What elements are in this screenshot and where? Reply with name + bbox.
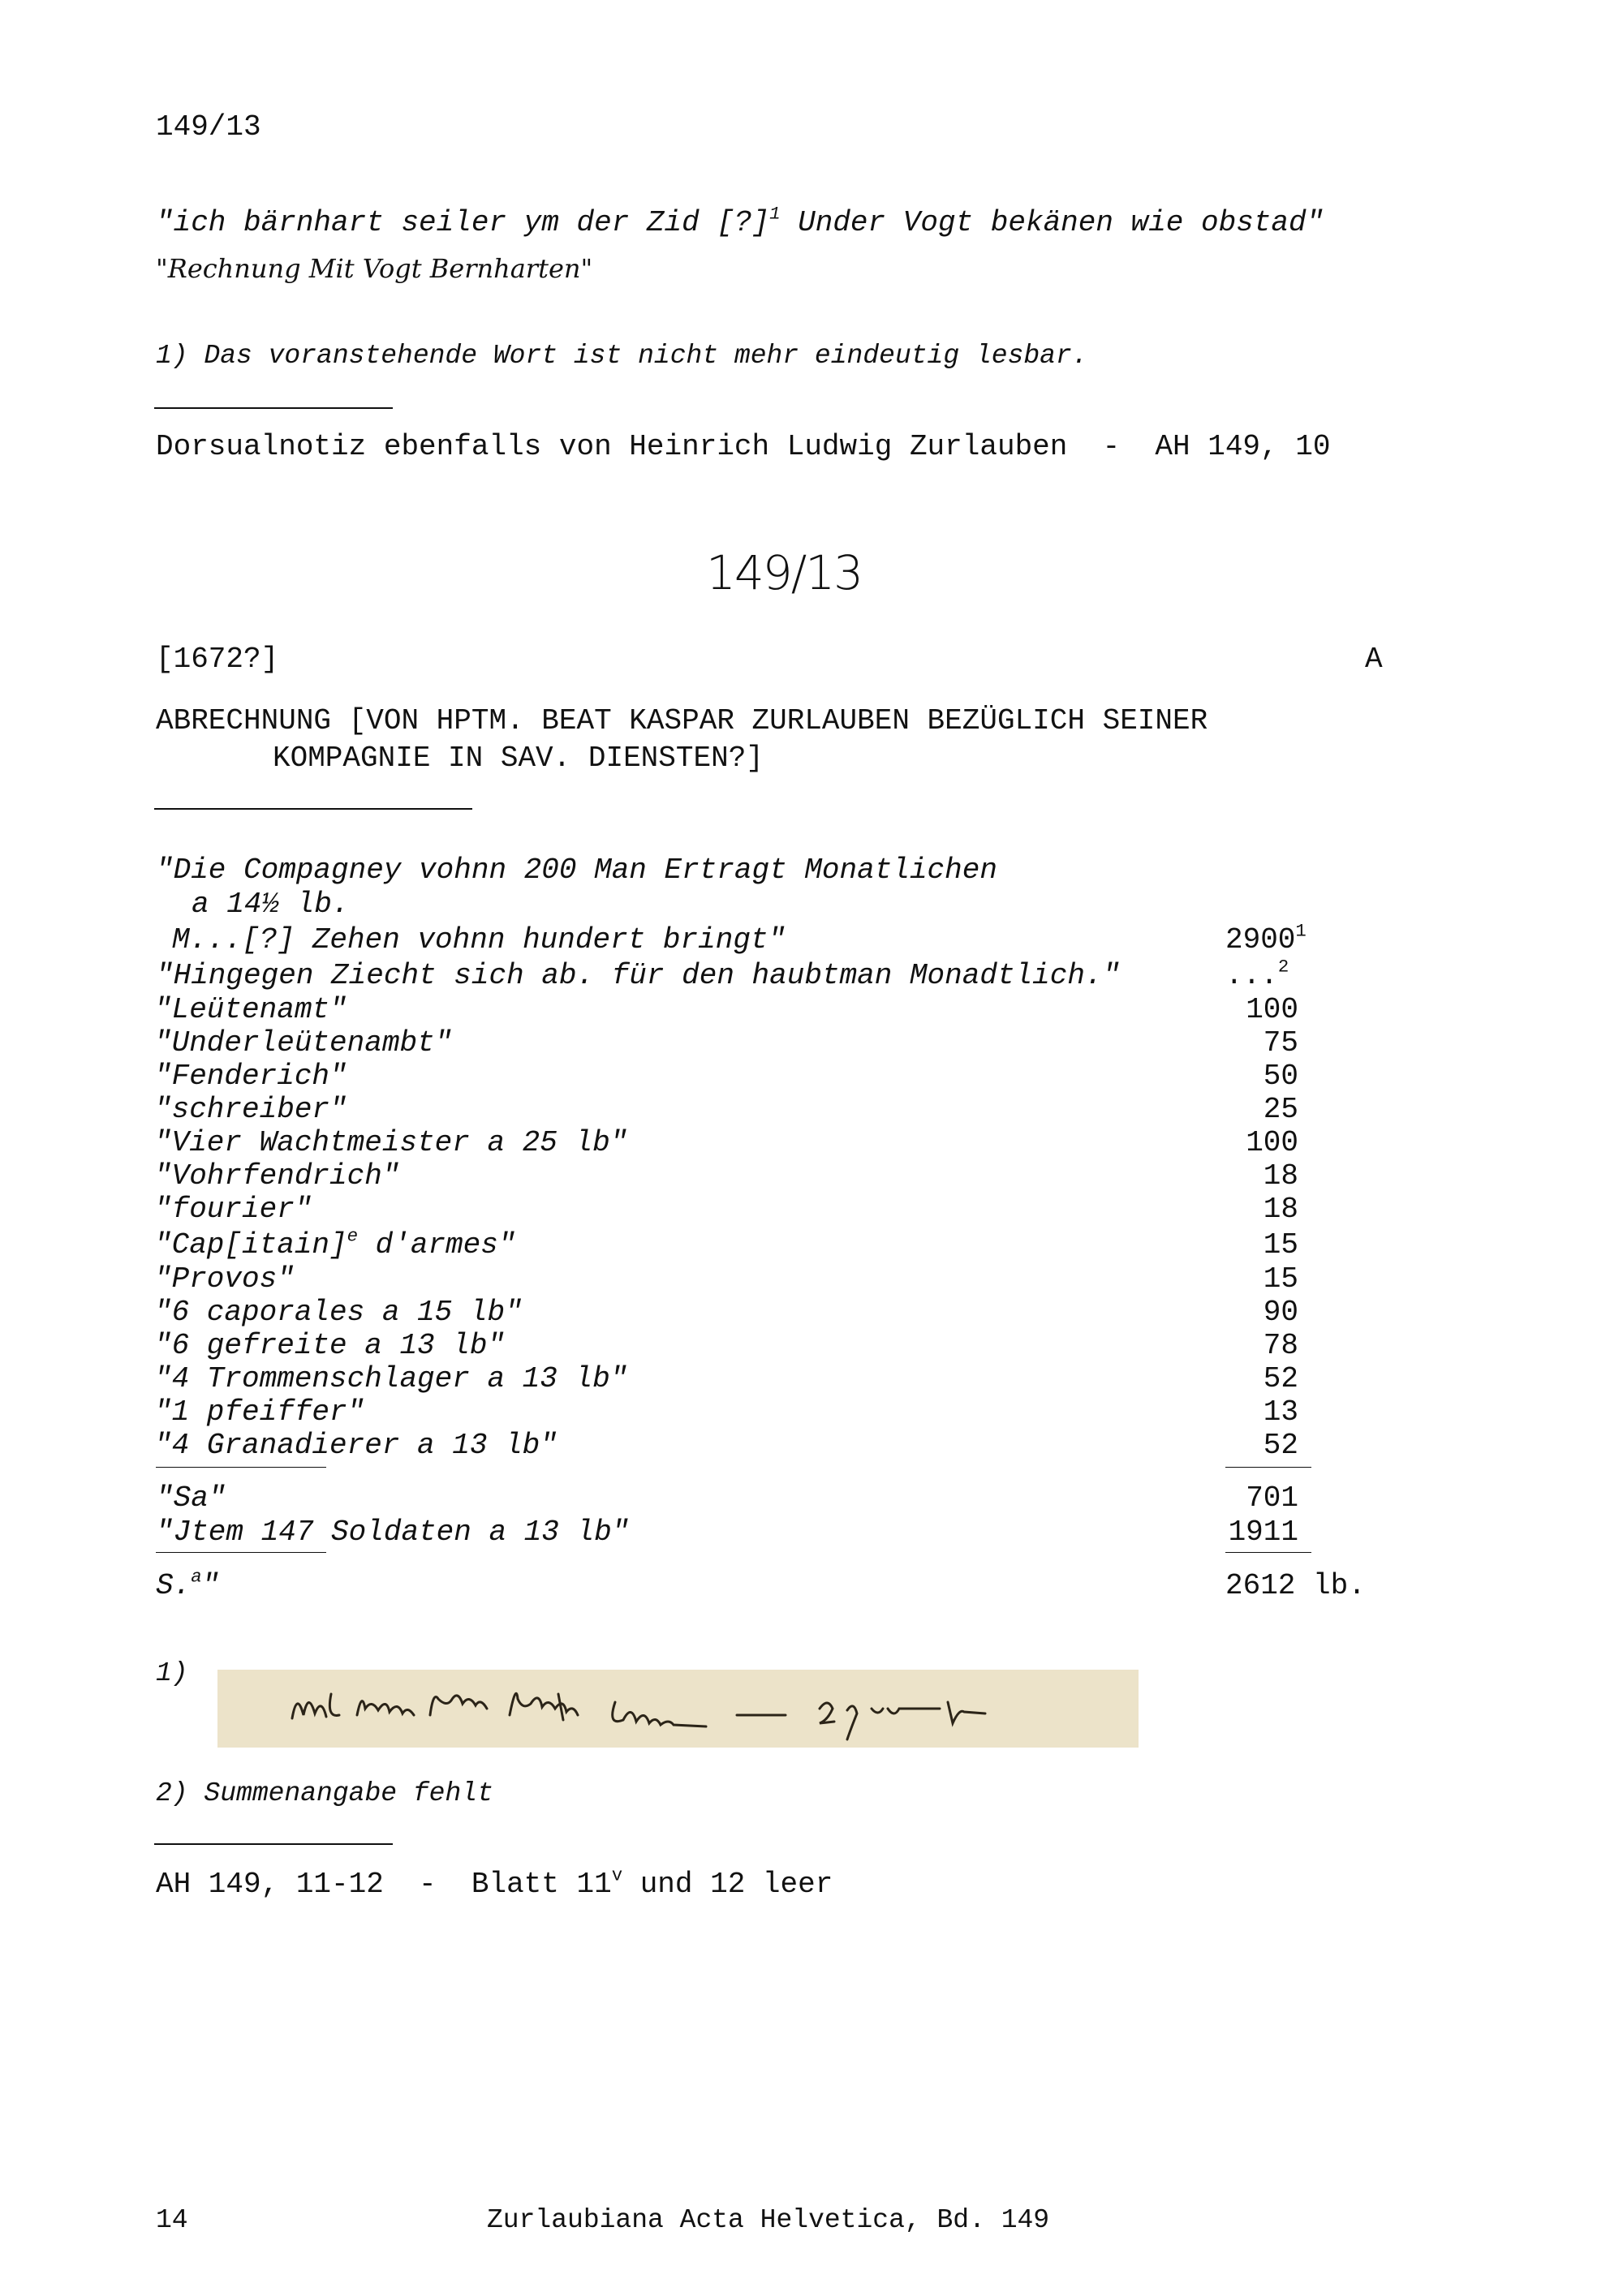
archive-reference-rest: und 12 leer: [622, 1868, 833, 1901]
account-row-label: "6 caporales a 15 lb": [154, 1296, 523, 1329]
intro-value-number: 2900: [1225, 923, 1296, 957]
account-row-label: "Leütenamt": [154, 993, 347, 1026]
intro-line-3: M...[?] Zehen vohnn hundert bringt": [172, 923, 786, 957]
account-row-label: "Fenderich": [154, 1060, 347, 1093]
dorsal-footnote: 1) Das voranstehende Wort ist nicht mehr eindeutig lesbar.: [156, 341, 1088, 371]
document-date: [1672?]: [156, 643, 279, 676]
account-row-value: 50: [1263, 1060, 1298, 1093]
total-label-rest: ": [201, 1569, 220, 1602]
dorsal-quote-1-rest: Under Vogt bekänen wie obstad": [780, 206, 1324, 239]
footnote-ref-2: 2: [1277, 956, 1289, 978]
account-row-label-rest: d'armes": [358, 1228, 516, 1262]
account-row-label: "4 Trommenschlager a 13 lb": [154, 1362, 628, 1395]
intro-line-1: "Die Compagney vohnn 200 Man Ertragt Monatlichen: [156, 853, 997, 887]
soldiers-value: 1911: [1228, 1516, 1298, 1549]
superscript: e: [347, 1225, 359, 1247]
archive-reference-text: AH 149, 11-12 - Blatt 11: [156, 1868, 612, 1901]
header-doc-number: 149/13: [156, 110, 261, 144]
document-title-line-1: ABRECHNUNG [VON HPTM. BEAT KASPAR ZURLAUBEN BEZÜGLICH SEINER: [156, 704, 1208, 737]
document-title-line-2: KOMPAGNIE IN SAV. DIENSTEN?]: [273, 742, 764, 775]
account-row-value: 100: [1246, 993, 1298, 1026]
account-row-label-text: "Cap[itain]: [154, 1228, 347, 1262]
footnote-ref-1: 1: [769, 203, 781, 225]
deduction-label: "Hingegen Ziecht sich ab. für den haubtman Monadtlich.": [156, 959, 1121, 992]
subtotal-label: "Sa": [156, 1481, 226, 1515]
intro-value: [1225, 920, 1307, 957]
account-row-label: "Vohrfendrich": [154, 1159, 400, 1193]
footer-page-number: 14: [156, 2205, 188, 2235]
total-value: 2612 lb.: [1225, 1569, 1366, 1602]
account-row-label: "fourier": [154, 1193, 312, 1226]
footnote-ref-1: 1: [1295, 920, 1307, 942]
account-row-label: "schreiber": [154, 1093, 347, 1126]
account-row-label: "Underleütenambt": [154, 1026, 453, 1060]
superscript: a: [191, 1566, 202, 1588]
divider: [154, 808, 472, 810]
dorsal-quote-1: [156, 203, 1324, 239]
account-row-value: 18: [1263, 1193, 1298, 1226]
divider: [154, 1843, 393, 1845]
archive-reference: [156, 1864, 833, 1901]
sum-underline: [1225, 1552, 1311, 1553]
handwriting-scan: [217, 1670, 1139, 1748]
handwriting-facsimile-image: [217, 1670, 1139, 1748]
divider: [156, 1467, 326, 1468]
dorsal-quote-1-text: "ich bärnhart seiler ym der Zid [?]: [156, 206, 770, 239]
footer-publication: Zurlaubiana Acta Helvetica, Bd. 149: [487, 2205, 1050, 2235]
account-row-value: 25: [1263, 1093, 1298, 1126]
total-label: [156, 1566, 220, 1602]
intro-line-2: a 14½ lb.: [192, 888, 350, 921]
account-row-value: 90: [1263, 1296, 1298, 1329]
divider: [156, 1552, 326, 1553]
deduction-value: [1225, 956, 1289, 992]
account-row-value: 75: [1263, 1026, 1298, 1060]
document-category: A: [1365, 643, 1383, 676]
account-row-value: 15: [1263, 1262, 1298, 1296]
account-row-label: "Vier Wachtmeister a 25 lb": [154, 1126, 628, 1159]
soldiers-label: "Jtem 147 Soldaten a 13 lb": [156, 1516, 630, 1549]
footnote-1-marker: 1): [156, 1658, 188, 1688]
account-row-value: 13: [1263, 1395, 1298, 1429]
account-row-label: "1 pfeiffer": [154, 1395, 365, 1429]
account-row-value: 78: [1263, 1329, 1298, 1362]
account-row-value: 18: [1263, 1159, 1298, 1193]
document-number-heading: 149/13: [706, 545, 863, 600]
footnote-2: 2) Summenangabe fehlt: [156, 1778, 493, 1808]
account-row-value: 52: [1263, 1429, 1298, 1462]
superscript: v: [611, 1864, 623, 1886]
subtotal-value: 701: [1246, 1481, 1298, 1515]
account-row-label: "4 Granadierer a 13 lb": [154, 1429, 558, 1462]
account-row-label: "6 gefreite a 13 lb": [154, 1329, 506, 1362]
sum-underline: [1225, 1467, 1311, 1468]
account-row-label: "Provos": [154, 1262, 295, 1296]
dorsal-note: Dorsualnotiz ebenfalls von Heinrich Ludwig Zurlauben - AH 149, 10: [156, 430, 1331, 463]
total-label-text: S.: [156, 1569, 192, 1602]
account-row-label: [154, 1225, 516, 1262]
account-row-value: 100: [1246, 1126, 1298, 1159]
account-row-value: 52: [1263, 1362, 1298, 1395]
dorsal-quote-2: "Rechnung Mit Vogt Bernharten": [156, 253, 593, 284]
account-row-value: 15: [1263, 1228, 1298, 1262]
divider: [154, 407, 393, 409]
deduction-value-text: ...: [1225, 959, 1278, 992]
